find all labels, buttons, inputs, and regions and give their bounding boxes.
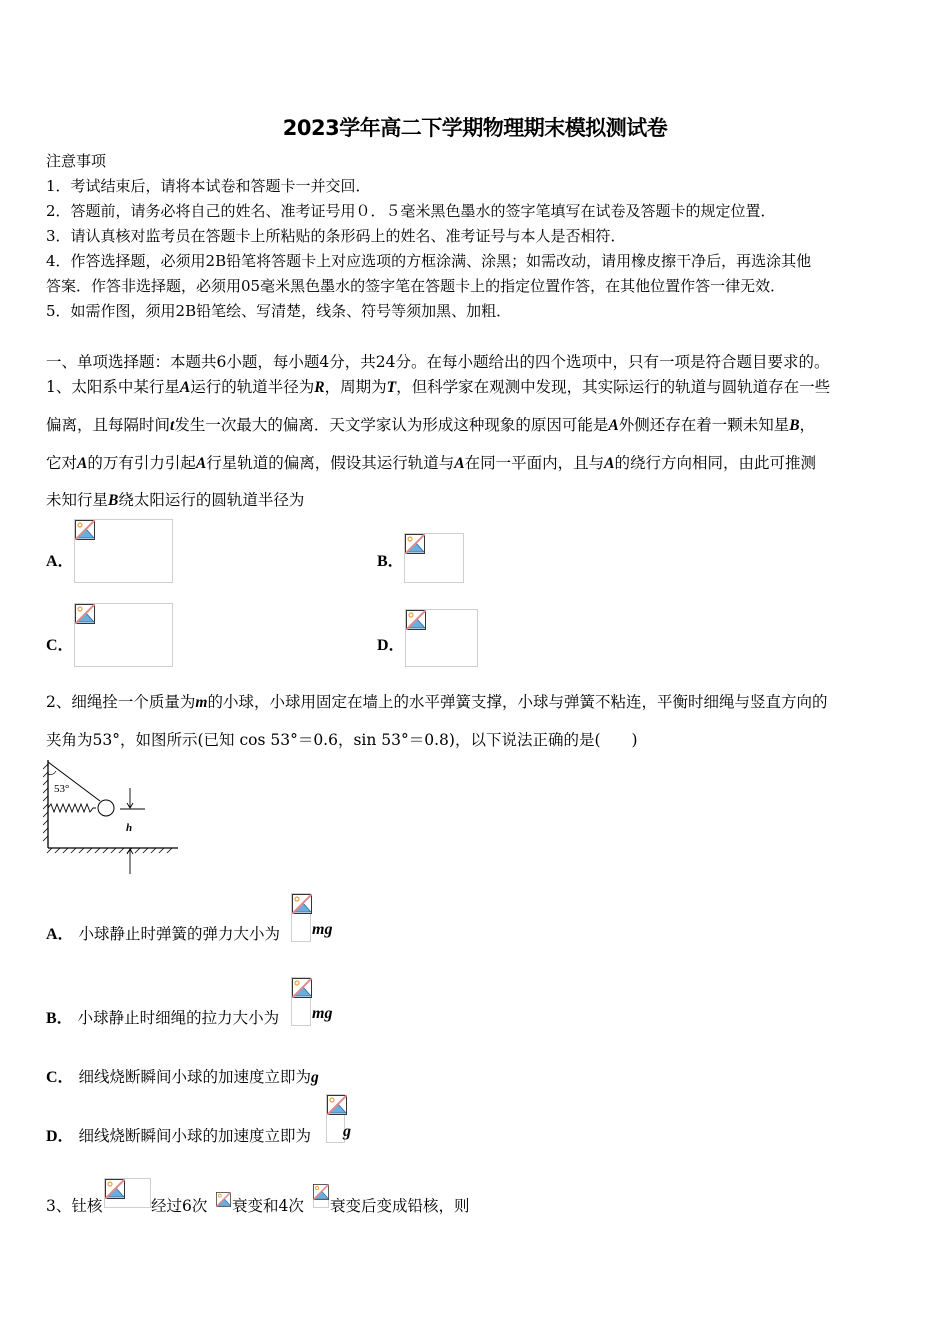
- broken-image-icon: [292, 978, 312, 998]
- q2-line-2: 夹角为53°，如图所示(已知 cos 53°＝0.6，sin 53°＝0.8)，以下说法正确的是( ): [46, 731, 638, 749]
- broken-image-icon: [105, 1179, 125, 1199]
- notice-item-3: 3．请认真核对监考员在答题卡上所粘贴的条形码上的姓名、准考证号与本人是否相符．: [46, 227, 626, 245]
- broken-image-icon: [406, 610, 426, 630]
- q3-thorium-image: [104, 1178, 151, 1208]
- q3-beta-image-broken-icon: [313, 1184, 329, 1200]
- q3-beta-image-frame: [313, 1200, 329, 1208]
- q2-option-b-image: [291, 977, 311, 1026]
- notice-item-4: 4．作答选择题，必须用2B铅笔将答题卡上对应选项的方框涂满、涂黑；如需改动，请用橡皮擦干净后，再选涂其他: [46, 252, 812, 270]
- notice-item-2: 2．答题前，请务必将自己的姓名、准考证号用０．５毫米黑色墨水的签字笔填写在试卷及答题卡的规定位置．: [46, 202, 776, 220]
- q1-option-d-image: [405, 609, 478, 667]
- q1-line-1: 1、太阳系中某行星A运行的轨道半径为R，周期为T，但科学家在观测中发现，其实际运行的轨道与圆轨道存在一些: [46, 378, 831, 396]
- q2-option-a-unit: mg: [312, 921, 333, 938]
- section-heading: 一、单项选择题：本题共6小题，每小题4分，共24分。在每小题给出的四个选项中，只有一项是符合题目要求的。: [46, 353, 830, 371]
- q1-line-4: 未知行星B绕太阳运行的圆轨道半径为: [46, 491, 305, 509]
- q2-option-a-image: [291, 893, 311, 942]
- svg-text:h: h: [126, 822, 133, 834]
- q2-spring-figure: [40, 756, 190, 878]
- q1-option-a-label: A．: [46, 553, 74, 570]
- q3-text-3: 衰变后变成铅核，则: [330, 1197, 470, 1215]
- notice-item-4-cont: 答案．作答非选择题，必须用05毫米黑色墨水的签字笔在答题卡上的指定位置作答，在其他位置作答一律无效．: [46, 277, 786, 295]
- q3-prefix: 3、钍核: [46, 1197, 103, 1215]
- q3-text-2: 衰变和4次: [232, 1197, 304, 1215]
- svg-text:53°: 53°: [54, 783, 70, 795]
- q1-option-b-image: [404, 533, 464, 583]
- notice-item-5: 5．如需作图，须用2B铅笔绘、写清楚，线条、符号等须加黑、加粗．: [46, 302, 512, 320]
- notice-heading: 注意事项: [46, 152, 107, 170]
- page-title: 2023学年高二下学期物理期末模拟测试卷: [282, 116, 668, 140]
- q2-option-b: B． 小球静止时细绳的拉力大小为: [46, 1009, 280, 1027]
- q1-option-c-image: [74, 603, 173, 667]
- q2-option-c: C． 细线烧断瞬间小球的加速度立即为g: [46, 1068, 319, 1086]
- broken-image-icon: [292, 894, 312, 914]
- q3-alpha-image-broken-icon: [216, 1192, 231, 1207]
- q1-line-2: 偏离，且每隔时间t发生一次最大的偏离．天文学家认为形成这种现象的原因可能是A外侧还存在着一颗未知星B，: [46, 416, 816, 434]
- notice-item-1: 1．考试结束后，请将本试卷和答题卡一并交回．: [46, 177, 371, 195]
- q2-option-d: D． 细线烧断瞬间小球的加速度立即为: [46, 1127, 312, 1145]
- q1-option-b-label: B．: [377, 553, 404, 570]
- q1-option-a-image: [74, 519, 173, 583]
- q2-option-b-unit: mg: [312, 1005, 333, 1022]
- broken-image-icon: [75, 520, 95, 540]
- q2-option-a: A． 小球静止时弹簧的弹力大小为: [46, 925, 281, 943]
- broken-image-icon: [327, 1095, 347, 1115]
- q1-option-d-label: D．: [377, 637, 405, 654]
- q2-option-d-unit: g: [343, 1123, 351, 1140]
- broken-image-icon: [405, 534, 425, 554]
- q2-line-1: 2、细绳拴一个质量为m的小球，小球用固定在墙上的水平弹簧支撑，小球与弹簧不粘连，平衡时细绳与竖直方向的: [46, 693, 828, 711]
- q1-line-3: 它对A的万有引力引起A行星轨道的偏离，假设其运行轨道与A在同一平面内，且与A的绕行方向相同，由此可推测: [46, 454, 816, 472]
- q1-option-c-label: C．: [46, 637, 74, 654]
- q3-text-1: 经过6次: [151, 1197, 208, 1215]
- broken-image-icon: [75, 604, 95, 624]
